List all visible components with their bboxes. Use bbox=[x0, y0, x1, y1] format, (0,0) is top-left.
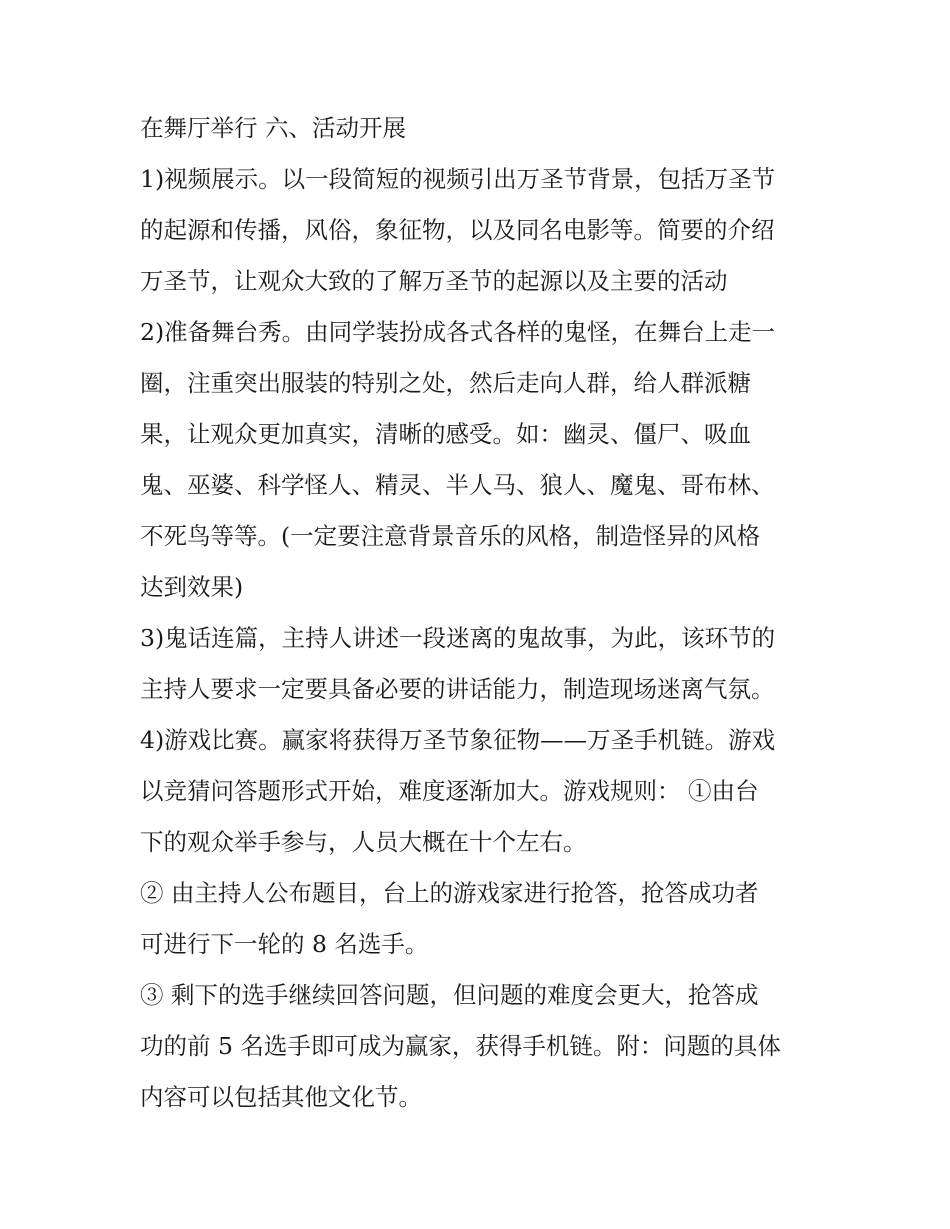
text-line: ② 由主持人公布题目，台上的游戏家进行抢答，抢答成功者 bbox=[140, 879, 759, 907]
text-line: 达到效果) bbox=[140, 573, 244, 601]
text-line: 不死鸟等等。(一定要注意背景音乐的风格，制造怪异的风格 bbox=[140, 522, 761, 550]
text-line: 可进行下一轮的 8 名选手。 bbox=[140, 930, 429, 958]
text-line: 的起源和传播，风俗，象征物，以及同名电影等。简要的介绍 bbox=[140, 216, 775, 244]
text-line: 在舞厅举行 六、活动开展 bbox=[140, 114, 406, 142]
text-line: 功的前 5 名选手即可成为赢家，获得手机链。附：问题的具体 bbox=[140, 1032, 781, 1060]
text-line: 4)游戏比赛。赢家将获得万圣节象征物——万圣手机链。游戏 bbox=[140, 726, 776, 754]
text-line: 2)准备舞台秀。由同学装扮成各式各样的鬼怪，在舞台上走一 bbox=[140, 318, 776, 346]
text-line: 主持人要求一定要具备必要的讲话能力，制造现场迷离气氛。 bbox=[140, 675, 775, 703]
text-line: 鬼、巫婆、科学怪人、精灵、半人马、狼人、魔鬼、哥布林、 bbox=[140, 471, 775, 499]
text-line: 3)鬼话连篇，主持人讲述一段迷离的鬼故事，为此，该环节的 bbox=[140, 624, 776, 652]
text-line: 万圣节，让观众大致的了解万圣节的起源以及主要的活动 bbox=[140, 267, 728, 295]
text-line: 1)视频展示。以一段简短的视频引出万圣节背景，包括万圣节 bbox=[140, 165, 776, 193]
text-line: 以竞猜问答题形式开始，难度逐渐加大。游戏规则： ①由台 bbox=[140, 777, 759, 805]
text-line: ③ 剩下的选手继续回答问题，但问题的难度会更大，抢答成 bbox=[140, 981, 759, 1009]
text-line: 下的观众举手参与，人员大概在十个左右。 bbox=[140, 828, 587, 856]
text-line: 果，让观众更加真实，清晰的感受。如：幽灵、僵尸、吸血 bbox=[140, 420, 751, 448]
document-body bbox=[140, 103, 820, 1123]
text-line: 内容可以包括其他文化节。 bbox=[140, 1083, 422, 1111]
text-line: 圈，注重突出服装的特别之处，然后走向人群，给人群派糖 bbox=[140, 369, 751, 397]
